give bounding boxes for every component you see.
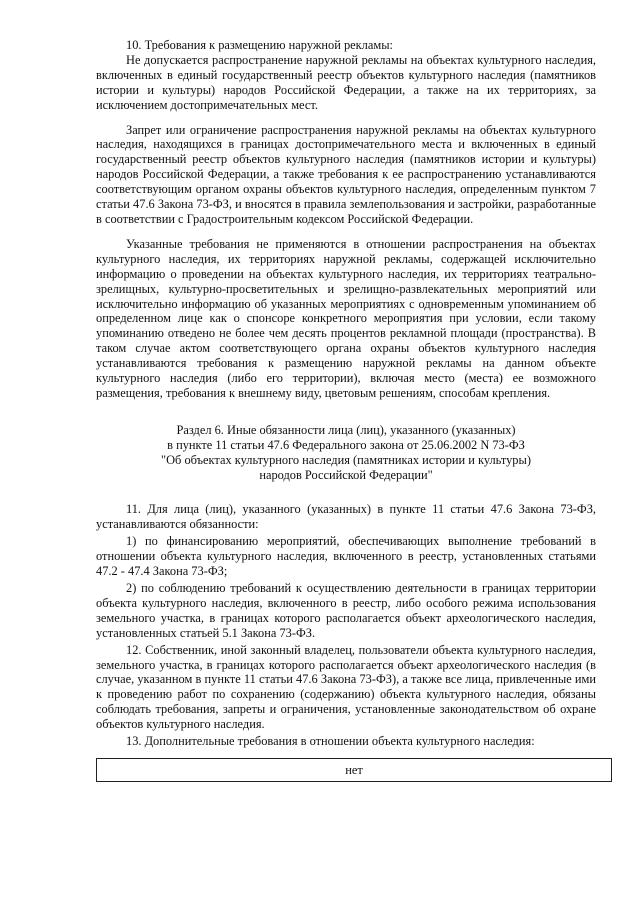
section-13-text: 13. Дополнительные требования в отношении объекта культурного наследия:	[126, 734, 535, 749]
document-page	[96, 38, 596, 749]
section-11-item-1: 1) по финансированию мероприятий, обеспечивающих выполнение требований в отношении объекта культурного наследия, включенного в реестр, установленных статьями 47.2 - 47.4 Закона 73-ФЗ;	[96, 534, 596, 579]
section-6-heading	[96, 423, 596, 483]
section-10-paragraph-2: Запрет или ограничение распространения наружной рекламы на объектах культурного наследия, находящихся в границах достопримечательного места и включенных в единый государственный реестр объектов культурного наследия (памятников истории и культуры) народов Российской Федерации, а также требования к ее распространению устанавливаются соответствующим органом охраны объектов культурного наследия, определенным пунктом 7 статьи 47.6 Закона 73-ФЗ, и вносятся в правила землепользования и застройки, разработанные в соответствии с Градостроительным кодексом Российской Федерации.	[96, 122, 596, 226]
additional-requirements-box: нет	[96, 758, 612, 782]
section-6-heading-line-4: народов Российской Федерации"	[259, 467, 433, 482]
section-6-heading-line-3: "Об объектах культурного наследия (памятниках истории и культуры)	[161, 452, 531, 467]
section-10-paragraph-1: Не допускается распространение наружной рекламы на объектах культурного наследия, включенных в единый государственный реестр объектов культурного наследия (памятников истории и культуры) народов Российской Федерации, а также на их территориях, за исключением достопримечательных мест.	[96, 52, 596, 112]
section-6-heading-line-1: Раздел 6. Иные обязанности лица (лиц), указанного (указанных)	[176, 422, 516, 437]
section-10-title: 10. Требования к размещению наружной рекламы:	[126, 38, 393, 52]
section-10-paragraph-3: Указанные требования не применяются в отношении распространения на объектах культурного наследия, их территориях наружной рекламы, содержащей исключительно информацию о проведении на объектах культурного наследия, их территориях театрально-зрелищных, культурно-просветительных и зрелищно-развлекательных мероприятий или исключительно информацию об указанных мероприятиях с одновременным упоминанием об определенном лице как о спонсоре конкретного мероприятия при условии, если такому упоминанию отведено не более чем десять процентов рекламной площади (пространства). В таком случае актом соответствующего органа охраны объектов культурного наследия устанавливаются требования к размещению наружной рекламы на данном объекте культурного наследия (либо его территории), включая место (места) ее возможного размещения, требования к внешнему виду, цветовым решениям, способам крепления.	[96, 236, 596, 400]
section-12-text: 12. Собственник, иной законный владелец, пользователи объекта культурного наследия, земельного участка, в границах которого располагается объект археологического наследия (в случае, указанном в пункте 11 статьи 47.6 Закона 73-ФЗ), а также все лица, привлеченные ими к проведению работ по сохранению (содержанию) объекта культурного наследия, обязаны соблюдать требования, запреты и ограничения, установленные законодательством об охране объектов культурного наследия.	[96, 642, 596, 732]
section-6-heading-line-2: в пункте 11 статьи 47.6 Федерального закона от 25.06.2002 N 73-ФЗ	[167, 437, 525, 452]
section-11-item-2: 2) по соблюдению требований к осуществлению деятельности в границах территории объекта культурного наследия, включенного в реестр, либо особого режима использования земельного участка, в границах которого располагается объект археологического наследия, установленных статьей 5.1 Закона 73-ФЗ.	[96, 581, 596, 640]
section-11-intro: 11. Для лица (лиц), указанного (указанных) в пункте 11 статьи 47.6 Закона 73-ФЗ, устанавливаются обязанности:	[96, 502, 596, 532]
